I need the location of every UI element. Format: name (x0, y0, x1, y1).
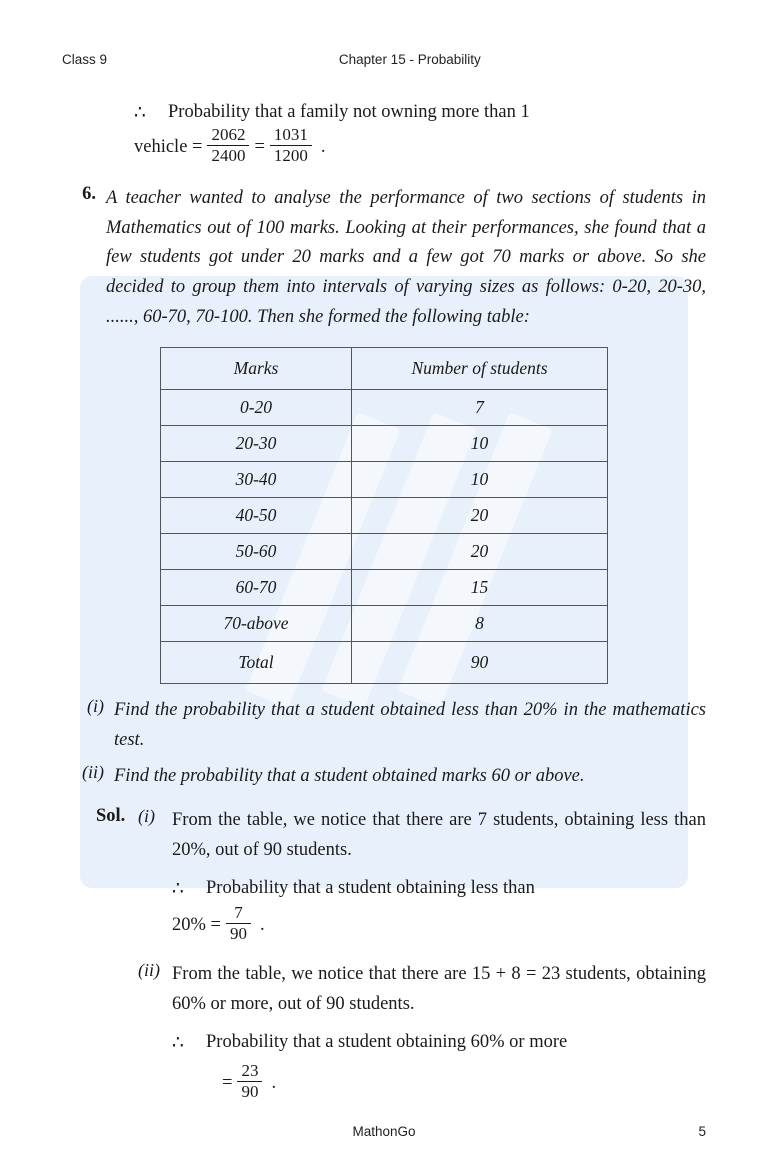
marks-table-wrapper (62, 347, 706, 684)
marks-table (160, 347, 608, 684)
sub-question-label: (ii) (82, 762, 104, 783)
solution-part-i (62, 806, 706, 866)
cell-total-value: 90 (352, 642, 608, 684)
table-row (161, 534, 608, 570)
fraction-numerator: 1031 (273, 125, 308, 144)
cell-marks: 40-50 (161, 498, 352, 534)
solution-ii-therefore-text: Probability that a student obtaining 60% or more (206, 1031, 568, 1052)
table-row (161, 390, 608, 426)
fraction-numerator: 2062 (211, 125, 246, 144)
solution-ii-therefore-line (172, 1032, 706, 1054)
question-6 (62, 184, 706, 334)
cell-students: 20 (352, 534, 608, 570)
table-row (161, 606, 608, 642)
cell-marks: 20-30 (161, 426, 352, 462)
therefore-icon: ∴ (172, 879, 184, 900)
solution-i-therefore-line (172, 878, 706, 900)
solution-i-therefore-text: Probability that a student obtaining less than (206, 878, 535, 899)
sub-question-i (62, 696, 706, 756)
therefore-icon: ∴ (172, 1032, 184, 1053)
cell-marks: 0-20 (161, 390, 352, 426)
period: . (320, 137, 326, 158)
table-row (161, 570, 608, 606)
fraction-1031-1200 (270, 126, 312, 166)
solution-ii-result (222, 1060, 706, 1104)
solution-roman-ii: (ii) (138, 959, 160, 980)
period: . (259, 915, 265, 936)
cell-students: 15 (352, 570, 608, 606)
top-statement-text: Probability that a family not owning more than 1 (168, 102, 530, 122)
fraction-denominator: 2400 (207, 145, 249, 166)
fraction-2062-2400 (207, 126, 249, 166)
page-content (62, 44, 706, 1103)
cell-students: 10 (352, 462, 608, 498)
question-text: A teacher wanted to analyse the performance of two sections of students in Mathematics out of 100 marks. Looking at their performances, she found that a few students got under 20 marks and a few got 70 marks or above. So she decided to group them into intervals of varying sizes as follows: 0-20, 20-30, ......, 60-70, 70-100. Then she formed the following table: (106, 187, 706, 328)
period: . (271, 1072, 277, 1093)
fraction-denominator: 1200 (270, 145, 312, 166)
cell-marks: 30-40 (161, 462, 352, 498)
fraction-numerator: 7 (234, 903, 243, 923)
cell-total-label: Total (161, 642, 352, 684)
solution-label-spacer (62, 960, 138, 1020)
sub-question-text: Find the probability that a student obtained less than 20% in the mathematics test. (114, 700, 706, 751)
vehicle-label: vehicle = (134, 137, 203, 158)
cell-marks: 50-60 (161, 534, 352, 570)
solution-i-result (172, 903, 706, 946)
solution-roman-i: (i) (138, 806, 155, 827)
page-footer (0, 1124, 768, 1139)
cell-students: 7 (352, 390, 608, 426)
solution-text-ii: From the table, we notice that there are 15 + 8 = 23 students, obtaining 60% or more, out of 90 students. (172, 963, 706, 1014)
fraction-denominator: 90 (237, 1081, 262, 1102)
footer-page-number: 5 (698, 1124, 706, 1139)
sub-question-label: (i) (87, 696, 104, 717)
header-chapter-label: Chapter 15 - Probability (338, 52, 481, 67)
cell-marks: 60-70 (161, 570, 352, 606)
table-row (161, 426, 608, 462)
cell-students: 20 (352, 498, 608, 534)
equals-sign: = (254, 137, 265, 158)
table-row (161, 498, 608, 534)
top-therefore-line (134, 102, 706, 124)
therefore-icon: ∴ (134, 103, 146, 123)
fraction-23-90 (237, 1062, 262, 1102)
table-header-row (161, 348, 608, 390)
sub-question-ii (62, 762, 706, 792)
sub-question-text: Find the probability that a student obtained marks 60 or above. (114, 766, 585, 787)
table-header-marks: Marks (161, 348, 352, 390)
table-row (161, 462, 608, 498)
solution-text-i: From the table, we notice that there are 7 students, obtaining less than 20%, out of 90 students. (172, 810, 706, 861)
table-total-row (161, 642, 608, 684)
cell-students: 8 (352, 606, 608, 642)
equals-sign: = (222, 1072, 233, 1093)
solution-i-result-label: 20% = (172, 915, 221, 936)
header-class-label: Class 9 (62, 52, 108, 67)
cell-students: 10 (352, 426, 608, 462)
solution-part-ii (62, 960, 706, 1020)
question-number: 6. (82, 183, 96, 204)
cell-marks: 70-above (161, 606, 352, 642)
fraction-numerator: 23 (241, 1060, 259, 1080)
fraction-denominator: 90 (226, 923, 251, 944)
table-header-students: Number of students (352, 348, 608, 390)
solution-label: Sol. (96, 806, 126, 827)
fraction-7-90 (226, 904, 251, 944)
top-equation-line (134, 125, 706, 168)
footer-brand: MathonGo (352, 1124, 416, 1139)
